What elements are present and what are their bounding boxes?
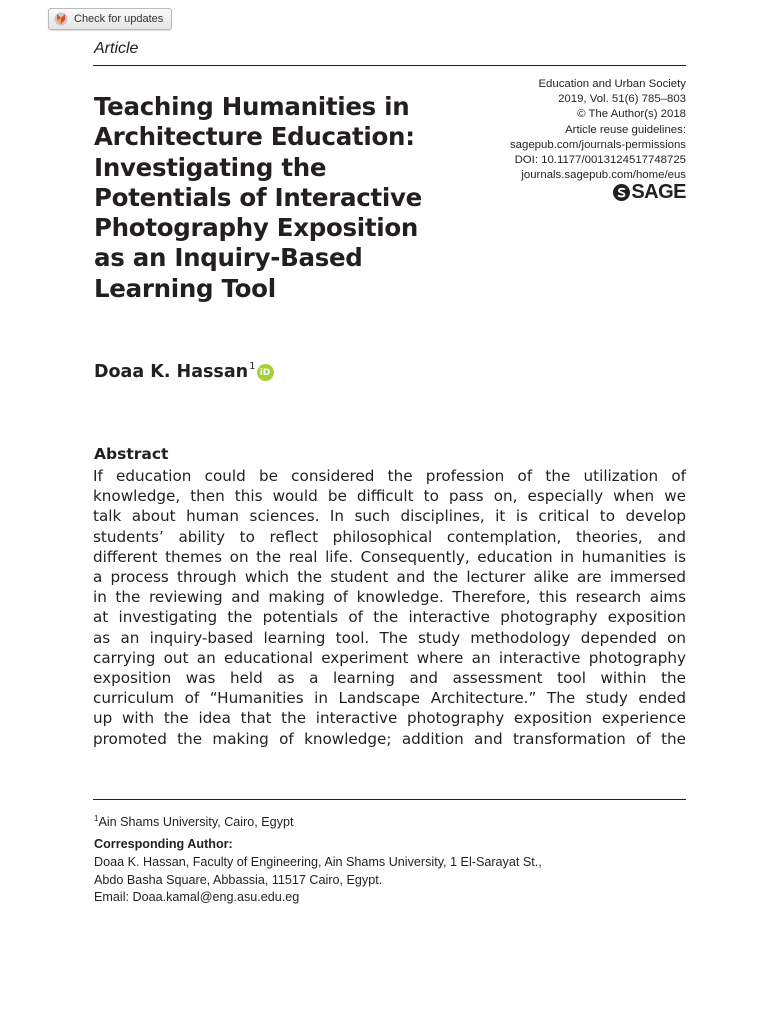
abstract-line: knowledge, then this would be difficult to pass on, especially when we <box>93 487 686 506</box>
article-type-label: Article <box>94 40 139 57</box>
abstract-line: a process through which the student and the lecturer alike are immersed <box>93 568 686 587</box>
abstract-line: as an inquiry-based learning tool. The study methodology depended on <box>93 628 686 647</box>
abstract-text <box>93 466 686 749</box>
journal-volume: 2019, Vol. 51(6) 785–803 <box>558 93 686 106</box>
sage-logo <box>613 181 686 204</box>
abstract-line: exposition was held as a learning and assessment tool within the <box>93 669 686 688</box>
crossmark-icon <box>54 12 68 26</box>
abstract-line: at investigating the potentials of the interactive photography exposition <box>93 608 686 627</box>
abstract-line: students’ ability to reflect philosophical contemplation, theories, and <box>93 527 686 546</box>
author-name: Doaa K. Hassan <box>94 362 249 382</box>
title-line: Teaching Humanities in <box>94 92 410 121</box>
footnote-mark: 1 <box>94 814 99 823</box>
reuse-guidelines-label: Article reuse guidelines: <box>565 123 686 136</box>
author-line <box>94 362 274 382</box>
abstract-line: If education could be considered the profession of the utilization of <box>93 467 686 485</box>
abstract-line: in the reviewing and making of knowledge. Therefore, this research aims <box>93 588 686 607</box>
journal-name: Education and Urban Society <box>538 78 686 90</box>
corresponding-address-line: Doaa K. Hassan, Faculty of Engineering, Ain Shams University, 1 El-Sarayat St., <box>94 855 542 869</box>
title-line: as an Inquiry-Based <box>94 243 363 273</box>
sage-s-icon <box>613 184 630 201</box>
reuse-guidelines-link[interactable]: sagepub.com/journals-permissions <box>509 138 686 151</box>
abstract-line: different themes on the real life. Consequently, education in humanities is <box>93 547 686 566</box>
corresponding-address-line: Abdo Basha Square, Abbassia, 11517 Cairo, Egypt. <box>94 872 383 887</box>
abstract-line: up with the idea that the interactive photography exposition experience <box>93 709 686 728</box>
abstract-heading: Abstract <box>94 445 169 463</box>
sage-wordmark: SAGE <box>631 181 686 204</box>
corresponding-author-heading: Corresponding Author: <box>94 837 233 851</box>
title-line: Photography Exposition <box>94 213 419 243</box>
footnote-text: Ain Shams University, Cairo, Egypt <box>98 815 294 830</box>
affiliation-footnote <box>94 810 294 831</box>
abstract-line: curriculum of “Humanities in Landscape Architecture.” The study ended <box>93 689 686 708</box>
doi-link[interactable]: DOI: 10.1177/0013124517748725 <box>514 154 686 167</box>
title-line: Learning Tool <box>94 273 276 303</box>
corresponding-email[interactable]: Email: Doaa.kamal@eng.asu.edu.eg <box>94 890 300 904</box>
author-affiliation-mark: 1 <box>249 361 256 372</box>
orcid-icon[interactable]: iD <box>257 364 274 381</box>
journal-copyright: © The Author(s) 2018 <box>577 108 686 121</box>
corresponding-author-details <box>94 854 542 907</box>
check-for-updates-label: Check for updates <box>74 13 164 25</box>
title-line: Investigating the <box>94 152 327 182</box>
title-line: Potentials of Interactive <box>94 182 422 212</box>
title-line: Architecture Education: <box>94 122 415 152</box>
abstract-line: carrying out an educational experiment where an interactive photography <box>93 648 686 667</box>
article-title <box>94 92 454 304</box>
journal-home-link[interactable]: journals.sagepub.com/home/eus <box>521 169 686 182</box>
footnote-rule <box>93 799 686 800</box>
abstract-line: talk about human sciences. In such disciplines, it is critical to develop <box>93 507 686 526</box>
header-rule <box>93 65 686 66</box>
abstract-line: promoted the making of knowledge; addition and transformation of the <box>93 729 686 748</box>
check-for-updates-button[interactable] <box>48 8 172 30</box>
